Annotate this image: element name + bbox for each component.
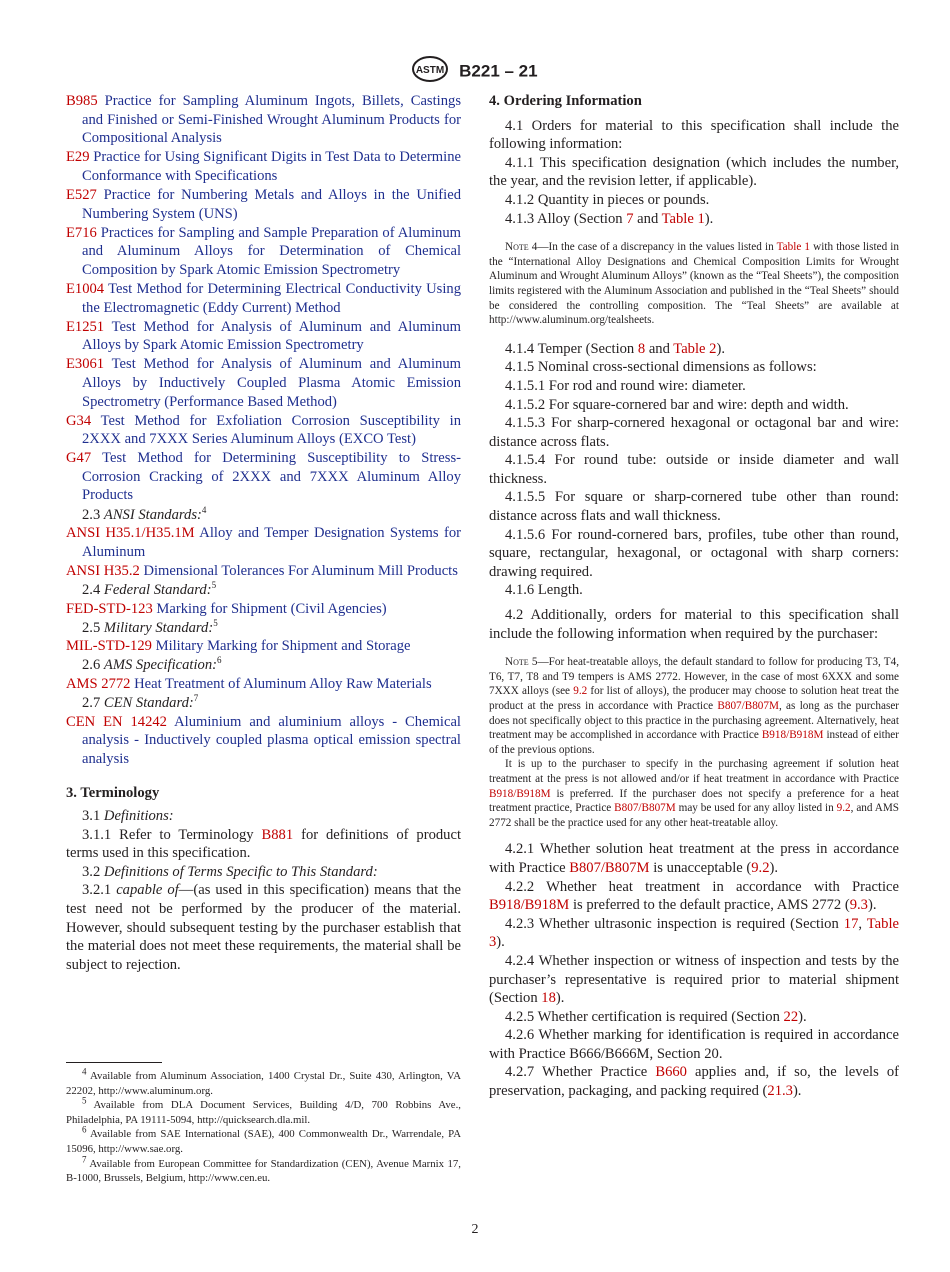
table-1-link[interactable]: Table 1 xyxy=(776,241,811,254)
b807-link[interactable]: B807/B807M xyxy=(569,859,650,876)
cen-standard-heading: 2.7 CEN Standard:$^7$ xyxy=(82,693,199,711)
b918-link[interactable]: B918/B918M xyxy=(761,729,824,742)
paragraph-4-1-5-3: 4.1.5.3 For sharp-cornered hexagonal or octagonal bar and wire: distance across flats. xyxy=(489,415,899,450)
ordering-information-title: 4. Ordering Information xyxy=(489,93,642,109)
section-9-2-link[interactable]: 9.2 xyxy=(836,802,851,815)
paragraph-4-2-6: 4.2.6 Whether marking for identification is required in accordance with Practice B666/B666M, Section 20. xyxy=(489,1027,899,1062)
paragraph-4-2-4: 4.2.4 Whether inspection or witness of inspection and tests by the purchaser’s representative is required prior to material shipment (Section 18). xyxy=(489,952,899,1007)
reference-item[interactable]: E29 Practice for Using Significant Digits in Test Data to Determine Conformance with Specifications xyxy=(66,149,461,184)
section-9-2-link[interactable]: 9.2 xyxy=(751,859,770,876)
left-column xyxy=(66,92,462,1185)
federal-standard-heading: 2.4 Federal Standard:$^5$ xyxy=(82,580,217,598)
footnote: $^7$ Available from European Committee for Standardization (CEN), Avenue Marnix 17, B-1000, Brussels, Belgium, http://www.cen.eu. xyxy=(66,1153,462,1185)
reference-item[interactable]: ANSI H35.2 Dimensional Tolerances For Aluminum Mill Products xyxy=(66,562,458,579)
section-8-link[interactable]: 8 xyxy=(637,340,646,357)
section-22-link[interactable]: 22 xyxy=(783,1008,799,1025)
section-7-link[interactable]: 7 xyxy=(626,210,634,227)
capable-of-definition: 3.2.1 capable of—(as used in this specification) means that the test need not be performed by the producer of the material. However, should subsequent testing by the purchaser establish that the material does not meet these requirements, the material shall be subject to rejection. xyxy=(66,882,462,973)
reference-item[interactable]: E716 Practices for Sampling and Sample Preparation of Aluminum and Aluminum Alloys for Determination of Chemical Composition by Spark Atomic Emission Spectrometry xyxy=(66,224,461,278)
paragraph-4-1-4: 4.1.4 Temper (Section 8 and Table 2). xyxy=(505,340,725,357)
b807-link[interactable]: B807/B807M xyxy=(614,802,676,815)
table-2-link[interactable]: Table 2 xyxy=(673,340,717,357)
section-9-3-link[interactable]: 9.3 xyxy=(849,897,868,914)
reference-item[interactable]: AMS 2772 Heat Treatment of Aluminum Alloy Raw Materials xyxy=(66,675,432,692)
svg-text:ASTM: ASTM xyxy=(416,65,445,76)
b918-link[interactable]: B918/B918M xyxy=(489,787,551,800)
footnotes xyxy=(66,1062,461,1186)
paragraph-4-2-3: 4.2.3 Whether ultrasonic inspection is required (Section 17, Table 3). xyxy=(489,915,899,951)
paragraph-4-1-5-6: 4.1.5.6 For round-cornered bars, profiles, tube other than round, square, rectangular, hexagonal, or octagonal with sharp corners: drawing required. xyxy=(489,526,899,580)
paragraph-4-1: 4.1 Orders for material to this specification shall include the following information: xyxy=(489,117,899,153)
reference-item[interactable]: E1004 Test Method for Determining Electrical Conductivity Using the Electromagnetic (Eddy Current) Method xyxy=(66,280,462,316)
table-1-link[interactable]: Table 1 xyxy=(661,210,705,227)
b807-link[interactable]: B807/B807M xyxy=(717,700,779,712)
paragraph-4-2: 4.2 Additionally, orders for material to this specification shall include the following information when required by the purchaser: xyxy=(489,607,899,642)
note-4: Note 4—In the case of a discrepancy in the values listed in Table 1 with those listed in the “International Alloy Designations and Chemical Composition Limits for Wrought Aluminum and Wrought Aluminum Alloys” (known as the “Teal Sheets”), the composition limits registered with the Aluminum Association and published in the “Teal Sheets” should be considered the controlling composition. The “Teal Sheets” are available at http://www.aluminum.org/tealsheets. xyxy=(489,241,900,327)
note-5: Note 5—For heat-treatable alloys, the default standard to follow for producing T3, T4, T6, T7, T8 and T9 tempers is AMS 2772. However, in the case of most 6XXX and some 7XXX alloys (see 9.2 for list of alloys), the producer may choose to solution heat treat the product at the press in accordance with Practice B807/B807M, as long as the purchaser does not specifically object to this practice in the purchasing agreement. Alternatively, heat treatment may be accomplished in accordance with Practice B918/B918M instead of either of the previous options. xyxy=(489,656,900,756)
paragraph-4-1-1: 4.1.1 This specification designation (which includes the number, the year, and the revision letter, if applicable). xyxy=(489,154,899,190)
ams-specification-heading: 2.6 AMS Specification:$^6$ xyxy=(82,655,222,674)
terminology-section-title: 3. Terminology xyxy=(66,785,160,802)
footnote: $^4$ Available from Aluminum Association, 1400 Crystal Dr., Suite 430, Arlington, VA 22202, http://www.aluminum.org. xyxy=(66,1066,461,1097)
paragraph-4-2-1: 4.2.1 Whether solution heat treatment at the press in accordance with Practice B807/B807M is unacceptable (9.2). xyxy=(489,841,899,876)
paragraph-4-1-5-5: 4.1.5.5 For square or sharp-cornered tube other than round: distance across flats and wall thickness. xyxy=(489,489,899,525)
definitions-specific-heading: 3.2 Definitions of Terms Specific to This Standard: xyxy=(82,863,378,880)
paragraph-4-1-5-2: 4.1.5.2 For square-cornered bar and wire: depth and width. xyxy=(505,396,849,413)
b660-link[interactable]: B660 xyxy=(655,1064,687,1081)
section-17-link[interactable]: 17 xyxy=(843,915,859,932)
note-5-continued: It is up to the purchaser to specify in the purchasing agreement if solution heat treatment at the press is not allowed and/or if heat treatment in accordance with Practice B918/B918M is preferred. If the purchaser does not specify a preference for a heat treatment practice, Practice B807/B807M may be used for any alloy listed in 9.2, and AMS 2772 shall be the practice used for any other heat-treatable alloy. xyxy=(489,758,900,829)
reference-item[interactable]: E3061 Test Method for Analysis of Aluminum and Aluminum Alloys by Inductively Coupled Plasma Atomic Emission Spectrometry (Performance Based Method) xyxy=(66,356,462,410)
reference-item[interactable]: E527 Practice for Numbering Metals and Alloys in the Unified Numbering System (UNS) xyxy=(66,186,461,222)
reference-item[interactable]: FED-STD-123 Marking for Shipment (Civil Agencies) xyxy=(66,600,387,617)
astm-logo-icon xyxy=(412,56,448,87)
paragraph-4-2-5: 4.2.5 Whether certification is required (Section 22). xyxy=(505,1008,807,1025)
right-column xyxy=(489,92,899,1101)
section-21-3-link[interactable]: 21.3 xyxy=(767,1083,793,1100)
paragraph-4-1-5: 4.1.5 Nominal cross-sectional dimensions as follows: xyxy=(505,359,817,376)
b881-link[interactable]: B881 xyxy=(261,826,294,843)
footnote: $^6$ Available from SAE International (SAE), 400 Commonwealth Dr., Warrendale, PA 15096, http://www.sae.org. xyxy=(66,1124,461,1155)
reference-item[interactable]: B985 Practice for Sampling Aluminum Ingots, Billets, Castings and Finished or Semi-Finished Wrought Aluminum Products for Compositional Analysis xyxy=(66,93,461,147)
reference-item[interactable]: ANSI H35.1/H35.1M Alloy and Temper Designation Systems for Aluminum xyxy=(66,525,462,560)
paragraph-4-2-2: 4.2.2 Whether heat treatment in accordance with Practice B918/B918M is preferred to the default practice, AMS 2772 (9.3). xyxy=(489,878,899,914)
definitions-heading: 3.1 Definitions: xyxy=(82,807,174,824)
footnote-divider xyxy=(66,1062,162,1063)
paragraph-4-1-6: 4.1.6 Length. xyxy=(505,582,583,599)
reference-item[interactable]: MIL-STD-129 Military Marking for Shipment and Storage xyxy=(66,638,411,655)
terminology-paragraph: 3.1.1 Refer to Terminology B881 for definitions of product terms used in this specification. xyxy=(66,826,461,862)
paragraph-4-1-2: 4.1.2 Quantity in pieces or pounds. xyxy=(505,191,710,208)
page-number: 2 xyxy=(471,1222,479,1237)
b918-link[interactable]: B918/B918M xyxy=(489,897,570,914)
reference-item[interactable]: G34 Test Method for Exfoliation Corrosion Susceptibility in 2XXX and 7XXX Series Aluminum Alloys (EXCO Test) xyxy=(66,412,462,448)
section-18-link[interactable]: 18 xyxy=(541,990,556,1007)
paragraph-4-1-3: 4.1.3 Alloy (Section 7 and Table 1). xyxy=(505,210,714,227)
paragraph-4-1-5-1: 4.1.5.1 For rod and round wire: diameter. xyxy=(505,377,746,394)
paragraph-4-1-5-4: 4.1.5.4 For round tube: outside or inside diameter and wall thickness. xyxy=(489,452,899,487)
standard-designation: B221 – 21 xyxy=(459,61,538,81)
section-9-2-link[interactable]: 9.2 xyxy=(573,685,588,698)
reference-item[interactable]: E1251 Test Method for Analysis of Aluminum and Aluminum Alloys by Spark Atomic Emission Spectrometry xyxy=(66,318,462,354)
reference-list xyxy=(66,92,461,505)
table-3-link[interactable]: Table 3 xyxy=(489,915,899,951)
reference-item[interactable]: CEN EN 14242 Aluminium and aluminium alloys - Chemical analysis - Inductively coupled plasma optical emission spectral analysis xyxy=(66,713,461,767)
reference-item[interactable]: G47 Test Method for Determining Susceptibility to Stress-Corrosion Cracking of 2XXX and 7XXX Aluminum Alloy Products xyxy=(66,450,461,504)
ansi-standards-heading: 2.3 ANSI Standards:$^4$ xyxy=(82,504,207,523)
page-header xyxy=(0,56,950,87)
paragraph-4-2-7: 4.2.7 Whether Practice B660 applies and, if so, the levels of preservation, packaging, and packing required (21.3). xyxy=(489,1064,899,1100)
military-standard-heading: 2.5 Military Standard:$^5$ xyxy=(82,617,218,636)
footnote: $^5$ Available from DLA Document Services, Building 4/D, 700 Robbins Ave., Philadelphia, PA 19111-5094, http://quicksearch.dla.mil. xyxy=(66,1095,461,1126)
